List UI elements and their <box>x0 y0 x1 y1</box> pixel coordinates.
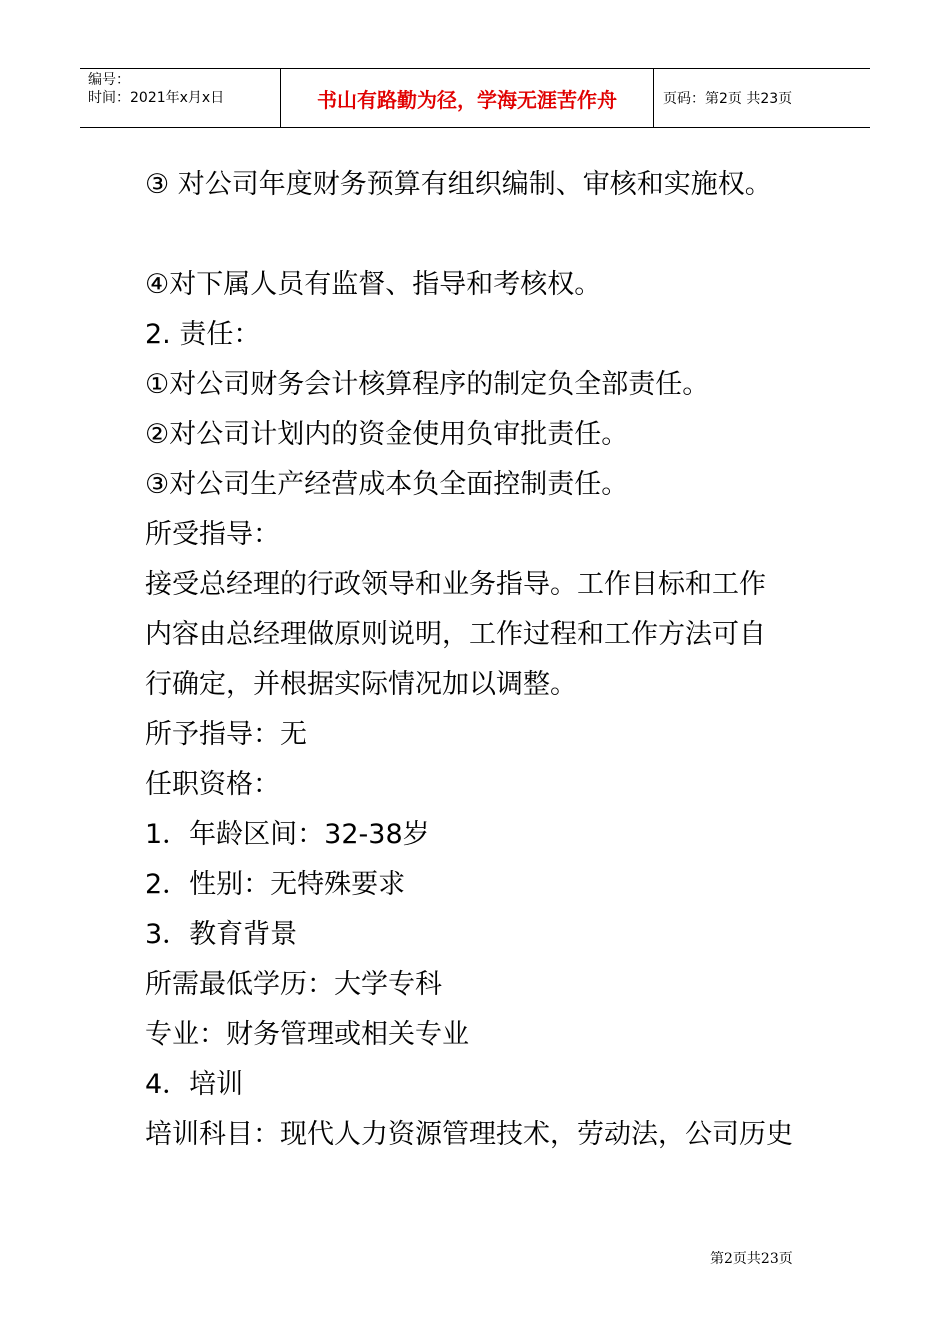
body-line: 4．培训 <box>145 1069 244 1100</box>
body-line: 内容由总经理做原则说明，工作过程和工作方法可自 <box>145 619 766 650</box>
header-motto: 书山有路勤为径，学海无涯苦作舟 <box>281 69 654 127</box>
body-line: 1．年龄区间：32-38岁 <box>145 819 430 850</box>
body-line: ③对公司生产经营成本负全面控制责任。 <box>145 469 629 500</box>
body-line: 2．性别：无特殊要求 <box>145 869 406 900</box>
body-line: ①对公司财务会计核算程序的制定负全部责任。 <box>145 369 710 400</box>
section-heading: 所予指导：无 <box>145 719 307 750</box>
section-heading: 任职资格： <box>145 769 280 800</box>
body-line: 专业：财务管理或相关专业 <box>145 1019 469 1050</box>
page-header <box>80 68 870 128</box>
header-page-info: 页码：第2页 共23页 <box>663 91 793 107</box>
body-line: ②对公司计划内的资金使用负审批责任。 <box>145 419 629 450</box>
body-line: 培训科目：现代人力资源管理技术，劳动法，公司历史 <box>145 1119 793 1150</box>
document-body <box>145 160 815 1160</box>
page-footer: 第2页共23页 <box>710 1251 793 1267</box>
body-line: 行确定，并根据实际情况加以调整。 <box>145 669 577 700</box>
body-line: ④对下属人员有监督、指导和考核权。 <box>145 269 602 300</box>
document-number-label: 编号： <box>88 72 130 88</box>
header-meta <box>80 69 281 127</box>
body-line: 3．教育背景 <box>145 919 298 950</box>
body-line: 所需最低学历：大学专科 <box>145 969 442 1000</box>
section-heading: 所受指导： <box>145 519 280 550</box>
body-line: 2. 责任： <box>145 319 261 350</box>
body-line: 接受总经理的行政领导和业务指导。工作目标和工作 <box>145 569 766 600</box>
document-time: 时间：2021年x月x日 <box>88 90 225 106</box>
body-line: ③ 对公司年度财务预算有组织编制、审核和实施权。 <box>145 169 772 200</box>
